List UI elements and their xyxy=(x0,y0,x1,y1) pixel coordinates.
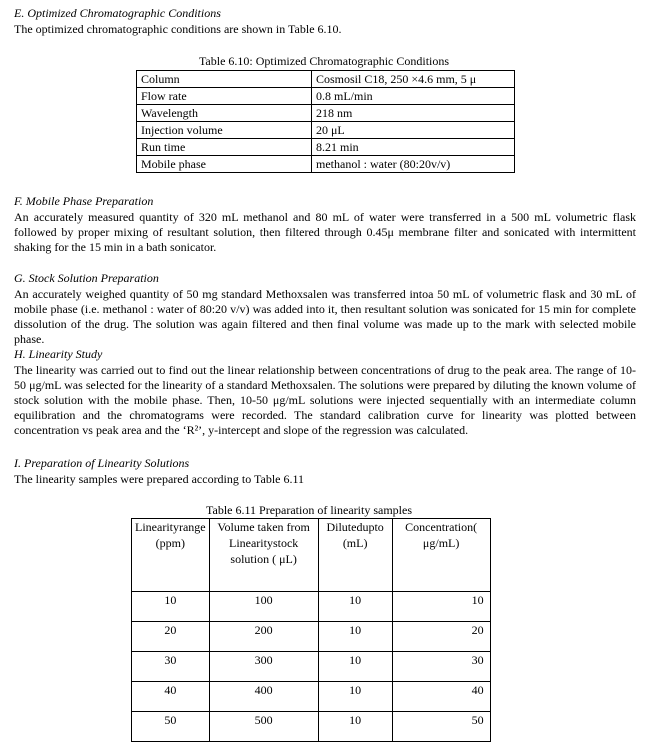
table-header-cell xyxy=(318,519,392,592)
header-line: Dilutedupto xyxy=(326,520,384,534)
table-cell-param: Wavelength xyxy=(137,105,312,122)
table-cell-param: Column xyxy=(137,71,312,88)
header-line: (mL) xyxy=(342,536,368,550)
section-i-heading: I. Preparation of Linearity Solutions xyxy=(14,456,190,470)
table-row xyxy=(132,682,491,712)
table-row xyxy=(137,156,515,173)
table-row xyxy=(137,105,515,122)
section-e-text: The optimized chromatographic conditions are shown in Table 6.10. xyxy=(14,22,342,36)
table-cell-param: Flow rate xyxy=(137,88,312,105)
table-cell-value: 218 nm xyxy=(312,105,515,122)
header-line: Concentration( xyxy=(405,520,478,534)
table-cell: 400 xyxy=(209,682,318,712)
table-cell-param: Run time xyxy=(137,139,312,156)
table-header-cell xyxy=(392,519,490,592)
table-cell: 10 xyxy=(132,592,210,622)
table1-caption: Table 6.10: Optimized Chromatographic Conditions xyxy=(198,54,450,68)
table-cell: 100 xyxy=(209,592,318,622)
table-header-cell xyxy=(209,519,318,592)
table-cell: 10 xyxy=(318,652,392,682)
table-cell: 20 xyxy=(132,622,210,652)
table-cell-value: Cosmosil C18, 250 ×4.6 mm, 5 μ xyxy=(312,71,515,88)
table-cell: 10 xyxy=(318,592,392,622)
table-header-cell xyxy=(132,519,210,592)
table-cell-value: 8.21 min xyxy=(312,139,515,156)
section-g-text: An accurately weighed quantity of 50 mg standard Methoxsalen was transferred intoa 50 mL of volumetric flask and 30 mL of mobile phase (i.e. methanol : water of 80:20 v/v) was added into it, then resultant solution was sonicated for 15 min for complete dissolution of the drug. The solution was again filtered and then final volume was made up to the mark with selected mobile phase. xyxy=(14,287,636,346)
table-cell: 30 xyxy=(132,652,210,682)
table-cell: 40 xyxy=(132,682,210,712)
section-f-heading: F. Mobile Phase Preparation xyxy=(14,194,154,208)
table-row xyxy=(132,622,491,652)
header-line: Linearityrange xyxy=(135,520,206,534)
table2-caption: Table 6.11 Preparation of linearity samples xyxy=(206,503,412,517)
table-cell-param: Mobile phase xyxy=(137,156,312,173)
table-row xyxy=(132,592,491,622)
table-cell: 30 xyxy=(392,652,490,682)
table-cell-value: 0.8 mL/min xyxy=(312,88,515,105)
table-cell-param: Injection volume xyxy=(137,122,312,139)
section-f-text: An accurately measured quantity of 320 mL methanol and 80 mL of water were transferred in a 500 mL volumetric flask followed by proper mixing of resultant solution, then filtered through 0.45μ membrane filter and sonicated with intermittent shaking for the 15 min in a bath sonicator. xyxy=(14,210,636,254)
table-cell: 10 xyxy=(318,622,392,652)
table-cell: 10 xyxy=(318,712,392,742)
header-line: μg/mL) xyxy=(422,536,460,550)
table-row xyxy=(137,139,515,156)
header-line: solution ( μL) xyxy=(230,552,297,566)
table-cell: 40 xyxy=(392,682,490,712)
table-cell: 10 xyxy=(392,592,490,622)
table-row xyxy=(132,712,491,742)
table-cell: 500 xyxy=(209,712,318,742)
header-line: Volume taken from xyxy=(217,520,310,534)
table-row xyxy=(132,652,491,682)
table-cell: 20 xyxy=(392,622,490,652)
table-chromatographic-conditions xyxy=(136,70,515,173)
section-h-heading: H. Linearity Study xyxy=(14,347,103,361)
table-cell-value: methanol : water (80:20v/v) xyxy=(312,156,515,173)
table-cell-value: 20 μL xyxy=(312,122,515,139)
table-header-row xyxy=(132,519,491,592)
header-line: Linearitystock xyxy=(228,536,299,550)
table-cell: 300 xyxy=(209,652,318,682)
table-linearity-samples xyxy=(131,518,491,742)
table-row xyxy=(137,71,515,88)
section-e-heading: E. Optimized Chromatographic Conditions xyxy=(14,6,221,20)
section-g-heading: G. Stock Solution Preparation xyxy=(14,271,159,285)
section-h-text: The linearity was carried out to find out the linear relationship between concentrations of drug to the peak area. The range of 10-50 μg/mL was selected for the linearity of a standard Methoxsalen. The solutions were prepared by diluting the known volume of stock solution with the mobile phase. Then, 10-50 μg/mL solutions were injected sequentially with an intermediate column equilibration and the chromatograms were recorded. The standard calibration curve for linearity was plotted between concentration vs peak area and the ‘R²’, y-intercept and slope of the regression was calculated. xyxy=(14,363,636,437)
table-row xyxy=(137,122,515,139)
table-cell: 10 xyxy=(318,682,392,712)
header-line: (ppm) xyxy=(155,536,185,550)
table-cell: 50 xyxy=(132,712,210,742)
section-i-text: The linearity samples were prepared according to Table 6.11 xyxy=(14,472,305,486)
table-row xyxy=(137,88,515,105)
table-cell: 50 xyxy=(392,712,490,742)
table-cell: 200 xyxy=(209,622,318,652)
